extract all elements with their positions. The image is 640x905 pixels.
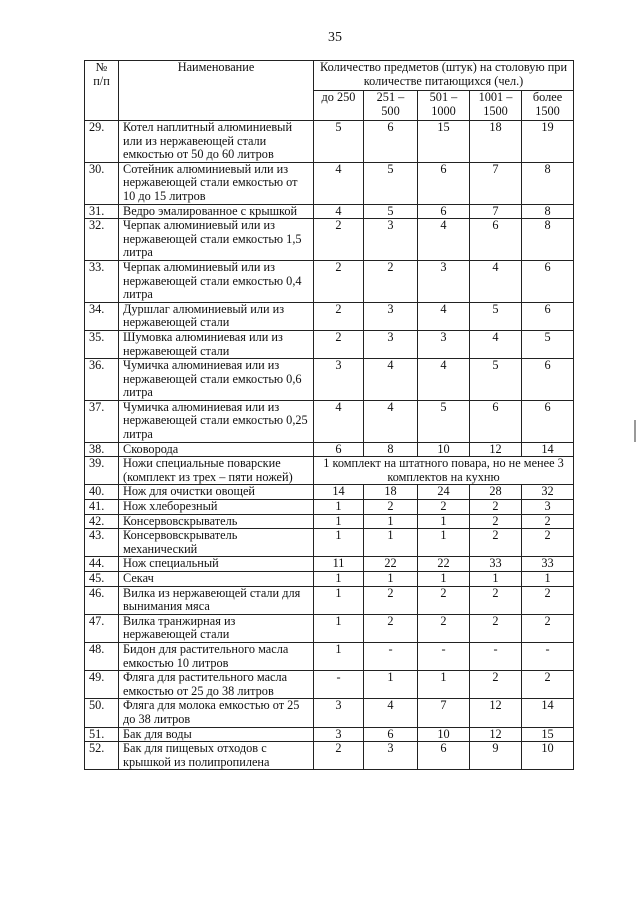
quantity-cell: 1 <box>470 572 522 587</box>
quantity-cell: 1 <box>314 642 364 670</box>
quantity-cell: 2 <box>470 586 522 614</box>
item-name: Вилка транжирная из нержавеющей стали <box>119 614 314 642</box>
row-number: 34. <box>85 302 119 330</box>
quantity-cell: 14 <box>522 699 574 727</box>
quantity-cell: 6 <box>364 121 418 163</box>
quantity-cell: 19 <box>522 121 574 163</box>
item-name: Сковорода <box>119 442 314 457</box>
quantity-cell: 2 <box>418 586 470 614</box>
quantity-cell: 6 <box>522 260 574 302</box>
quantity-cell: 2 <box>364 614 418 642</box>
table-row <box>85 330 574 358</box>
quantity-cell: 12 <box>470 699 522 727</box>
table-row <box>85 572 574 587</box>
row-number: 31. <box>85 204 119 219</box>
quantity-cell: 15 <box>418 121 470 163</box>
row-number: 49. <box>85 671 119 699</box>
row-number: 39. <box>85 457 119 485</box>
quantity-cell: 1 <box>364 572 418 587</box>
quantity-cell: 12 <box>470 442 522 457</box>
row-number: 44. <box>85 557 119 572</box>
table-row <box>85 442 574 457</box>
quantity-cell: 10 <box>522 742 574 770</box>
quantity-cell: 2 <box>522 529 574 557</box>
table-row <box>85 359 574 401</box>
quantity-cell: 8 <box>522 204 574 219</box>
header-num <box>85 61 119 121</box>
quantity-cell: 4 <box>364 400 418 442</box>
quantity-cell: 3 <box>418 260 470 302</box>
quantity-cell: - <box>418 642 470 670</box>
quantity-cell: 1 <box>314 500 364 515</box>
quantity-cell: 1 <box>314 514 364 529</box>
quantity-cell: 2 <box>470 514 522 529</box>
header-col: 501 – 1000 <box>418 91 470 121</box>
quantity-cell: 4 <box>314 162 364 204</box>
quantity-cell: 9 <box>470 742 522 770</box>
row-number: 43. <box>85 529 119 557</box>
quantity-cell: 11 <box>314 557 364 572</box>
quantity-cell: 1 <box>418 671 470 699</box>
quantity-cell: 1 <box>364 514 418 529</box>
quantity-cell: 5 <box>364 162 418 204</box>
row-number: 36. <box>85 359 119 401</box>
quantity-cell: 1 <box>418 514 470 529</box>
quantity-cell: 2 <box>364 586 418 614</box>
quantity-cell: 10 <box>418 727 470 742</box>
quantity-cell: 7 <box>470 162 522 204</box>
quantity-cell: 2 <box>522 671 574 699</box>
quantity-cell: 4 <box>470 330 522 358</box>
quantity-cell: 5 <box>364 204 418 219</box>
quantity-cell: 12 <box>470 727 522 742</box>
item-name: Ножи специальные поварские (комплект из трех – пяти ножей) <box>119 457 314 485</box>
quantity-cell: 4 <box>364 699 418 727</box>
quantity-cell: 22 <box>418 557 470 572</box>
table-row <box>85 162 574 204</box>
header-col: 251 – 500 <box>364 91 418 121</box>
quantity-cell: 2 <box>314 302 364 330</box>
page-number: 35 <box>328 30 342 45</box>
quantity-cell: 8 <box>364 442 418 457</box>
table-row <box>85 529 574 557</box>
quantity-cell: 6 <box>522 400 574 442</box>
row-number: 45. <box>85 572 119 587</box>
item-name: Чумичка алюминиевая или из нержавеющей стали емкостью 0,25 литра <box>119 400 314 442</box>
quantity-cell: 6 <box>470 219 522 261</box>
quantity-cell: 8 <box>522 162 574 204</box>
quantity-cell: 10 <box>418 442 470 457</box>
quantity-cell: 2 <box>522 614 574 642</box>
item-name: Дуршлаг алюминиевый или из нержавеющей стали <box>119 302 314 330</box>
quantity-cell: 3 <box>314 699 364 727</box>
table-body <box>85 121 574 770</box>
item-name: Фляга для растительного масла емкостью от 25 до 38 литров <box>119 671 314 699</box>
quantity-cell: 6 <box>418 204 470 219</box>
quantity-cell: 33 <box>470 557 522 572</box>
header-quantity-group: Количество предметов (штук) на столовую при количестве питающихся (чел.) <box>314 61 574 91</box>
item-name: Чумичка алюминиевая или из нержавеющей стали емкостью 0,6 литра <box>119 359 314 401</box>
quantity-cell: 7 <box>418 699 470 727</box>
item-name: Консервовскрыватель механический <box>119 529 314 557</box>
table-row <box>85 742 574 770</box>
inventory-table <box>84 60 574 770</box>
quantity-cell: 14 <box>314 485 364 500</box>
item-name: Сотейник алюминиевый или из нержавеющей стали емкостью от 10 до 15 литров <box>119 162 314 204</box>
quantity-cell: 18 <box>364 485 418 500</box>
item-name: Нож хлеборезный <box>119 500 314 515</box>
quantity-cell: 2 <box>470 671 522 699</box>
quantity-cell: 2 <box>314 260 364 302</box>
row-number: 46. <box>85 586 119 614</box>
row-number: 41. <box>85 500 119 515</box>
quantity-cell: 5 <box>470 302 522 330</box>
item-name: Бак для пищевых отходов с крышкой из полипропилена <box>119 742 314 770</box>
quantity-cell: 24 <box>418 485 470 500</box>
quantity-cell: 4 <box>314 204 364 219</box>
quantity-cell: 2 <box>418 614 470 642</box>
item-name: Черпак алюминиевый или из нержавеющей стали емкостью 1,5 литра <box>119 219 314 261</box>
quantity-cell: 3 <box>314 359 364 401</box>
quantity-cell: 2 <box>314 330 364 358</box>
header-name: Наименование <box>119 61 314 121</box>
quantity-cell: 7 <box>470 204 522 219</box>
table-row <box>85 121 574 163</box>
table-row <box>85 671 574 699</box>
quantity-cell: 6 <box>418 162 470 204</box>
table-row <box>85 219 574 261</box>
quantity-cell: 3 <box>364 742 418 770</box>
table-row <box>85 642 574 670</box>
row-number: 47. <box>85 614 119 642</box>
item-name: Нож для очистки овощей <box>119 485 314 500</box>
quantity-cell: 2 <box>522 514 574 529</box>
table-row <box>85 614 574 642</box>
item-name: Консервовскрыватель <box>119 514 314 529</box>
table-row <box>85 204 574 219</box>
quantity-cell: 2 <box>314 742 364 770</box>
item-name: Фляга для молока емкостью от 25 до 38 литров <box>119 699 314 727</box>
quantity-cell: 6 <box>470 400 522 442</box>
item-name: Котел наплитный алюминиевый или из нержавеющей стали емкостью от 50 до 60 литров <box>119 121 314 163</box>
table-row <box>85 457 574 485</box>
quantity-cell: 6 <box>364 727 418 742</box>
quantity-cell: 1 <box>522 572 574 587</box>
quantity-cell: 3 <box>364 219 418 261</box>
quantity-cell: 4 <box>418 302 470 330</box>
quantity-cell: - <box>364 642 418 670</box>
quantity-cell: 5 <box>314 121 364 163</box>
quantity-cell: 4 <box>364 359 418 401</box>
row-number: 37. <box>85 400 119 442</box>
item-name: Вилка из нержавеющей стали для вынимания мяса <box>119 586 314 614</box>
table-row <box>85 302 574 330</box>
quantity-cell: 14 <box>522 442 574 457</box>
quantity-cell: 1 <box>314 529 364 557</box>
quantity-cell: 33 <box>522 557 574 572</box>
quantity-cell: 2 <box>364 260 418 302</box>
quantity-cell: 1 <box>364 529 418 557</box>
quantity-cell: 1 <box>314 614 364 642</box>
row-number: 51. <box>85 727 119 742</box>
item-name: Нож специальный <box>119 557 314 572</box>
row-number: 50. <box>85 699 119 727</box>
quantity-cell: - <box>522 642 574 670</box>
quantity-cell: 1 <box>314 586 364 614</box>
quantity-note: 1 комплект на штатного повара, но не менее 3 комплектов на кухню <box>314 457 574 485</box>
row-number: 40. <box>85 485 119 500</box>
table-row <box>85 500 574 515</box>
quantity-cell: 2 <box>364 500 418 515</box>
table-row <box>85 699 574 727</box>
quantity-cell: 1 <box>364 671 418 699</box>
quantity-cell: 5 <box>418 400 470 442</box>
table-row <box>85 485 574 500</box>
quantity-cell: 2 <box>314 219 364 261</box>
quantity-cell: 4 <box>470 260 522 302</box>
item-name: Бидон для растительного масла емкостью 10 литров <box>119 642 314 670</box>
quantity-cell: 8 <box>522 219 574 261</box>
quantity-cell: 6 <box>314 442 364 457</box>
quantity-cell: 32 <box>522 485 574 500</box>
quantity-cell: 6 <box>522 359 574 401</box>
table-header <box>85 61 574 121</box>
item-name: Секач <box>119 572 314 587</box>
table-row <box>85 586 574 614</box>
table-row <box>85 557 574 572</box>
quantity-cell: 1 <box>314 572 364 587</box>
quantity-cell: 2 <box>418 500 470 515</box>
header-col: до 250 <box>314 91 364 121</box>
row-number: 38. <box>85 442 119 457</box>
item-name: Ведро эмалированное с крышкой <box>119 204 314 219</box>
item-name: Черпак алюминиевый или из нержавеющей стали емкостью 0,4 литра <box>119 260 314 302</box>
quantity-cell: - <box>314 671 364 699</box>
header-col: более 1500 <box>522 91 574 121</box>
quantity-cell: 2 <box>470 529 522 557</box>
row-number: 35. <box>85 330 119 358</box>
row-number: 29. <box>85 121 119 163</box>
quantity-cell: 5 <box>522 330 574 358</box>
row-number: 48. <box>85 642 119 670</box>
quantity-cell: 2 <box>470 614 522 642</box>
row-number: 52. <box>85 742 119 770</box>
row-number: 33. <box>85 260 119 302</box>
scan-edge-mark <box>634 420 636 442</box>
quantity-cell: 3 <box>364 330 418 358</box>
quantity-cell: 3 <box>314 727 364 742</box>
table-row <box>85 727 574 742</box>
quantity-cell: 18 <box>470 121 522 163</box>
quantity-cell: 22 <box>364 557 418 572</box>
item-name: Бак для воды <box>119 727 314 742</box>
row-number: 42. <box>85 514 119 529</box>
quantity-cell: 2 <box>470 500 522 515</box>
table-row <box>85 260 574 302</box>
table-row <box>85 400 574 442</box>
table-row <box>85 514 574 529</box>
quantity-cell: 5 <box>470 359 522 401</box>
quantity-cell: 4 <box>418 219 470 261</box>
quantity-cell: 1 <box>418 529 470 557</box>
row-number: 32. <box>85 219 119 261</box>
quantity-cell: 1 <box>418 572 470 587</box>
quantity-cell: 3 <box>364 302 418 330</box>
quantity-cell: 3 <box>522 500 574 515</box>
quantity-cell: 2 <box>522 586 574 614</box>
quantity-cell: 6 <box>418 742 470 770</box>
quantity-cell: 6 <box>522 302 574 330</box>
quantity-cell: 15 <box>522 727 574 742</box>
header-col: 1001 – 1500 <box>470 91 522 121</box>
quantity-cell: - <box>470 642 522 670</box>
item-name: Шумовка алюминиевая или из нержавеющей стали <box>119 330 314 358</box>
header-num-text: № п/п <box>93 60 110 88</box>
quantity-cell: 4 <box>314 400 364 442</box>
quantity-cell: 3 <box>418 330 470 358</box>
quantity-cell: 28 <box>470 485 522 500</box>
quantity-cell: 4 <box>418 359 470 401</box>
row-number: 30. <box>85 162 119 204</box>
